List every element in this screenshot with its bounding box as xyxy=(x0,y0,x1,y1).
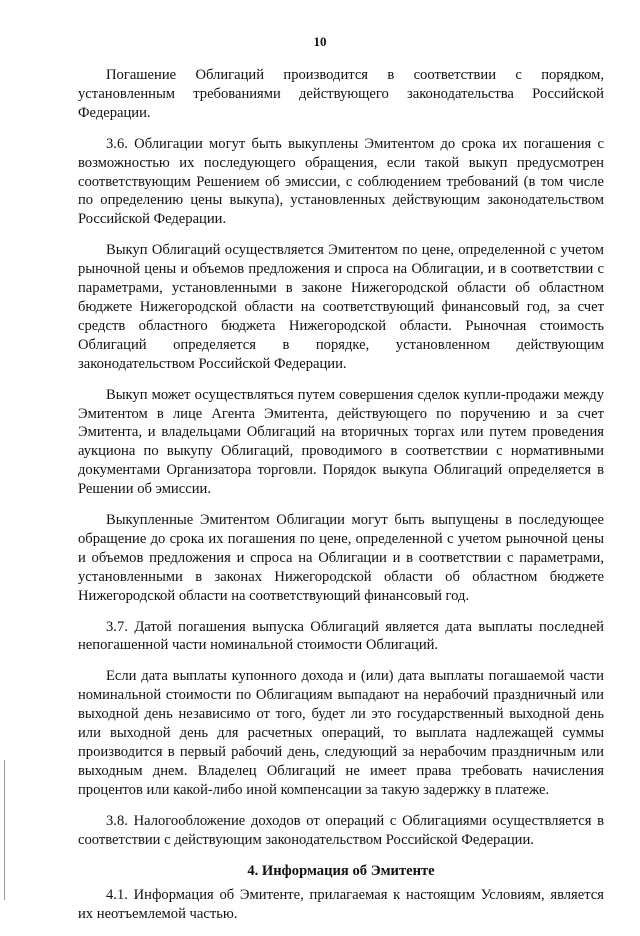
paragraph-buyback-price: Выкуп Облигаций осуществляется Эмитентом по цене, определенной с учетом рыночной цены и объемов предложения и спроса на Облигации, и в соответствии с параметрами, установленными в законе Нижегородской области об областном бюджете Нижегородской области на соответствующий финансовый год, за счет средств областного бюджета Нижегородской области. Рыночная стоимость Облигаций определяется в порядке, установленном действующим законодательством Российской Федерации. xyxy=(78,242,604,372)
page-number: 10 xyxy=(313,34,327,49)
paragraph-3-7-redemption-date: 3.7. Датой погашения выпуска Облигаций является дата выплаты последней непогашенной части номинальной стоимости Облигаций. xyxy=(78,618,604,654)
paragraph-holiday-payment: Если дата выплаты купонного дохода и (или) дата выплаты погашаемой части номинальной стоимости по Облигациям выпадают на нерабочий праздничный или выходной день независимо от того, будет ли это государственный выходной день или выходной день для расчетных операций, то выплата надлежащей суммы производится в первый рабочий день, следующий за нерабочим праздничным или выходным днем. Владелец Облигаций не имеет права требовать начисления процентов или какой-либо иной компенсации за такую задержку в платеже. xyxy=(78,668,604,798)
paragraph-buyback-method: Выкуп может осуществляться путем совершения сделок купли-продажи между Эмитентом в лице Агента Эмитента, действующего по поручению и за счет Эмитента, и владельцами Облигаций на вторичных торгах или путем проведения аукциона по выкупу Облигаций, проводимого в соответствии с нормативными документами Организатора торговли. Порядок выкупа Облигаций определяется в Решении об эмиссии. xyxy=(78,386,604,498)
scan-edge-line xyxy=(4,760,5,900)
paragraph-4-1-issuer-info: 4.1. Информация об Эмитенте, прилагаемая к настоящим Условиям, является их неотъемлемой частью. xyxy=(78,887,604,923)
paragraph-redemption-procedure: Погашение Облигаций производится в соответствии с порядком, установленным требованиями действующего законодательства Российской Федерации. xyxy=(78,67,604,121)
paragraph-3-8-taxation: 3.8. Налогообложение доходов от операций с Облигациями осуществляется в соответствии с действующим законодательством Российской Федерации. xyxy=(78,812,604,848)
paragraph-3-6-buyback: 3.6. Облигации могут быть выкуплены Эмитентом до срока их погашения с возможностью их последующего обращения, если такой выкуп предусмотрен соответствующим Решением об эмиссии, с соблюдением требований (в том числе по определению цены выкупа), установленных действующим законодательством Российской Федерации. xyxy=(78,135,604,228)
paragraph-reissue: Выкупленные Эмитентом Облигации могут быть выпущены в последующее обращение до срока их погашения по цене, определенной с учетом рыночной цены и объемов предложения и спроса на Облигации и в соответствии с параметрами, установленными в законах Нижегородской области об областном бюджете Нижегородской области на соответствующий финансовый год. xyxy=(78,512,604,604)
section-heading-issuer-info: 4. Информация об Эмитенте xyxy=(247,862,435,879)
document-body xyxy=(78,66,604,936)
